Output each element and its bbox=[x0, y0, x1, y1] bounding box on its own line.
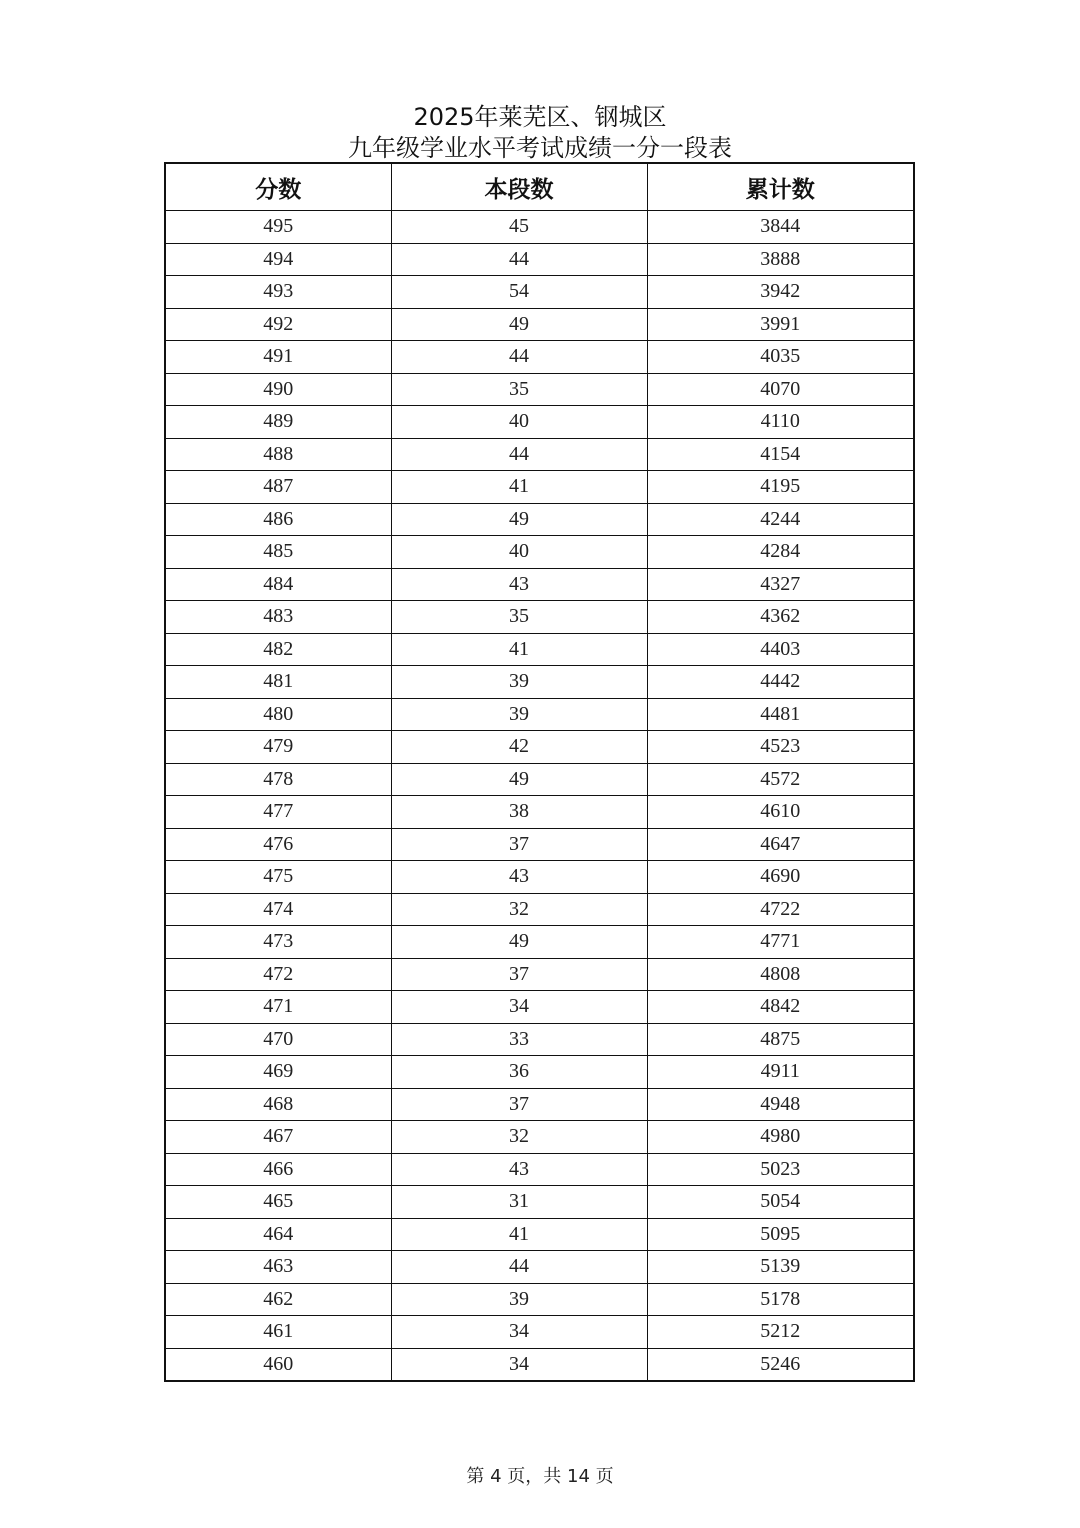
cumulative-count-cell: 4523 bbox=[647, 731, 914, 764]
table-row bbox=[165, 698, 914, 731]
table-row bbox=[165, 243, 914, 276]
cumulative-count-cell: 4808 bbox=[647, 958, 914, 991]
table-row bbox=[165, 763, 914, 796]
cumulative-count-cell: 4980 bbox=[647, 1121, 914, 1154]
table-body bbox=[165, 211, 914, 1382]
page-footer: 第 4 页，共 14 页 bbox=[466, 1466, 614, 1487]
column-header-score: 分数 bbox=[165, 163, 391, 211]
score-cell: 482 bbox=[165, 633, 391, 666]
score-cell: 474 bbox=[165, 893, 391, 926]
segment-count-cell: 43 bbox=[391, 1153, 647, 1186]
cumulative-count-cell: 4070 bbox=[647, 373, 914, 406]
cumulative-count-cell: 4911 bbox=[647, 1056, 914, 1089]
score-cell: 486 bbox=[165, 503, 391, 536]
table-row bbox=[165, 1121, 914, 1154]
segment-count-cell: 40 bbox=[391, 406, 647, 439]
score-distribution-table bbox=[164, 162, 915, 1382]
score-cell: 476 bbox=[165, 828, 391, 861]
table-row bbox=[165, 861, 914, 894]
table-row bbox=[165, 1251, 914, 1284]
score-cell: 469 bbox=[165, 1056, 391, 1089]
cumulative-count-cell: 4690 bbox=[647, 861, 914, 894]
cumulative-count-cell: 3991 bbox=[647, 308, 914, 341]
table-row bbox=[165, 1088, 914, 1121]
score-cell: 483 bbox=[165, 601, 391, 634]
segment-count-cell: 31 bbox=[391, 1186, 647, 1219]
score-cell: 481 bbox=[165, 666, 391, 699]
cumulative-count-cell: 5178 bbox=[647, 1283, 914, 1316]
table-row bbox=[165, 796, 914, 829]
score-cell: 470 bbox=[165, 1023, 391, 1056]
cumulative-count-cell: 3942 bbox=[647, 276, 914, 309]
table-row bbox=[165, 211, 914, 244]
score-cell: 487 bbox=[165, 471, 391, 504]
table-row bbox=[165, 601, 914, 634]
cumulative-count-cell: 4481 bbox=[647, 698, 914, 731]
cumulative-count-cell: 4842 bbox=[647, 991, 914, 1024]
cumulative-count-cell: 4442 bbox=[647, 666, 914, 699]
document-title-line-1: 2025年莱芜区、钢城区 bbox=[413, 103, 667, 131]
cumulative-count-cell: 4610 bbox=[647, 796, 914, 829]
table-row bbox=[165, 471, 914, 504]
cumulative-count-cell: 5095 bbox=[647, 1218, 914, 1251]
table-row bbox=[165, 1186, 914, 1219]
segment-count-cell: 49 bbox=[391, 926, 647, 959]
table-row bbox=[165, 503, 914, 536]
table-row bbox=[165, 893, 914, 926]
table-row bbox=[165, 991, 914, 1024]
segment-count-cell: 49 bbox=[391, 763, 647, 796]
score-cell: 468 bbox=[165, 1088, 391, 1121]
segment-count-cell: 39 bbox=[391, 666, 647, 699]
cumulative-count-cell: 4154 bbox=[647, 438, 914, 471]
segment-count-cell: 32 bbox=[391, 1121, 647, 1154]
score-cell: 494 bbox=[165, 243, 391, 276]
table-row bbox=[165, 926, 914, 959]
table-row bbox=[165, 406, 914, 439]
segment-count-cell: 45 bbox=[391, 211, 647, 244]
table-row bbox=[165, 276, 914, 309]
cumulative-count-cell: 5212 bbox=[647, 1316, 914, 1349]
segment-count-cell: 41 bbox=[391, 1218, 647, 1251]
segment-count-cell: 40 bbox=[391, 536, 647, 569]
score-cell: 462 bbox=[165, 1283, 391, 1316]
table-row bbox=[165, 633, 914, 666]
column-header-cumulative-count: 累计数 bbox=[647, 163, 914, 211]
segment-count-cell: 42 bbox=[391, 731, 647, 764]
cumulative-count-cell: 4948 bbox=[647, 1088, 914, 1121]
cumulative-count-cell: 4362 bbox=[647, 601, 914, 634]
cumulative-count-cell: 4647 bbox=[647, 828, 914, 861]
score-cell: 488 bbox=[165, 438, 391, 471]
table-row bbox=[165, 341, 914, 374]
segment-count-cell: 36 bbox=[391, 1056, 647, 1089]
table-row bbox=[165, 958, 914, 991]
segment-count-cell: 34 bbox=[391, 1316, 647, 1349]
table-row bbox=[165, 536, 914, 569]
segment-count-cell: 32 bbox=[391, 893, 647, 926]
score-cell: 489 bbox=[165, 406, 391, 439]
score-cell: 492 bbox=[165, 308, 391, 341]
cumulative-count-cell: 4771 bbox=[647, 926, 914, 959]
table-header-row bbox=[165, 163, 914, 211]
segment-count-cell: 37 bbox=[391, 1088, 647, 1121]
segment-count-cell: 44 bbox=[391, 243, 647, 276]
segment-count-cell: 44 bbox=[391, 1251, 647, 1284]
segment-count-cell: 39 bbox=[391, 1283, 647, 1316]
score-cell: 466 bbox=[165, 1153, 391, 1186]
segment-count-cell: 41 bbox=[391, 471, 647, 504]
cumulative-count-cell: 4875 bbox=[647, 1023, 914, 1056]
table-row bbox=[165, 308, 914, 341]
score-cell: 495 bbox=[165, 211, 391, 244]
segment-count-cell: 35 bbox=[391, 373, 647, 406]
table-row bbox=[165, 438, 914, 471]
segment-count-cell: 41 bbox=[391, 633, 647, 666]
cumulative-count-cell: 4327 bbox=[647, 568, 914, 601]
document-title-line-2: 九年级学业水平考试成绩一分一段表 bbox=[348, 134, 732, 162]
table-row bbox=[165, 1316, 914, 1349]
score-cell: 490 bbox=[165, 373, 391, 406]
segment-count-cell: 35 bbox=[391, 601, 647, 634]
score-cell: 461 bbox=[165, 1316, 391, 1349]
segment-count-cell: 44 bbox=[391, 341, 647, 374]
segment-count-cell: 34 bbox=[391, 991, 647, 1024]
score-cell: 467 bbox=[165, 1121, 391, 1154]
cumulative-count-cell: 4572 bbox=[647, 763, 914, 796]
table-row bbox=[165, 373, 914, 406]
segment-count-cell: 37 bbox=[391, 828, 647, 861]
table-row bbox=[165, 828, 914, 861]
segment-count-cell: 34 bbox=[391, 1348, 647, 1381]
score-cell: 477 bbox=[165, 796, 391, 829]
table-row bbox=[165, 1283, 914, 1316]
segment-count-cell: 43 bbox=[391, 861, 647, 894]
score-cell: 493 bbox=[165, 276, 391, 309]
table-row bbox=[165, 1153, 914, 1186]
score-cell: 463 bbox=[165, 1251, 391, 1284]
cumulative-count-cell: 3844 bbox=[647, 211, 914, 244]
cumulative-count-cell: 5139 bbox=[647, 1251, 914, 1284]
score-cell: 478 bbox=[165, 763, 391, 796]
segment-count-cell: 49 bbox=[391, 503, 647, 536]
segment-count-cell: 39 bbox=[391, 698, 647, 731]
score-cell: 464 bbox=[165, 1218, 391, 1251]
score-cell: 479 bbox=[165, 731, 391, 764]
segment-count-cell: 49 bbox=[391, 308, 647, 341]
table-row bbox=[165, 666, 914, 699]
score-cell: 471 bbox=[165, 991, 391, 1024]
cumulative-count-cell: 5023 bbox=[647, 1153, 914, 1186]
table-row bbox=[165, 731, 914, 764]
cumulative-count-cell: 4284 bbox=[647, 536, 914, 569]
score-cell: 484 bbox=[165, 568, 391, 601]
cumulative-count-cell: 4035 bbox=[647, 341, 914, 374]
table-row bbox=[165, 1023, 914, 1056]
segment-count-cell: 38 bbox=[391, 796, 647, 829]
table-row bbox=[165, 1348, 914, 1381]
segment-count-cell: 43 bbox=[391, 568, 647, 601]
segment-count-cell: 37 bbox=[391, 958, 647, 991]
cumulative-count-cell: 4244 bbox=[647, 503, 914, 536]
score-cell: 475 bbox=[165, 861, 391, 894]
score-cell: 472 bbox=[165, 958, 391, 991]
table-row bbox=[165, 568, 914, 601]
segment-count-cell: 33 bbox=[391, 1023, 647, 1056]
cumulative-count-cell: 4110 bbox=[647, 406, 914, 439]
cumulative-count-cell: 5246 bbox=[647, 1348, 914, 1381]
score-cell: 485 bbox=[165, 536, 391, 569]
column-header-segment-count: 本段数 bbox=[391, 163, 647, 211]
score-cell: 460 bbox=[165, 1348, 391, 1381]
segment-count-cell: 54 bbox=[391, 276, 647, 309]
score-cell: 473 bbox=[165, 926, 391, 959]
cumulative-count-cell: 4195 bbox=[647, 471, 914, 504]
table-row bbox=[165, 1218, 914, 1251]
cumulative-count-cell: 5054 bbox=[647, 1186, 914, 1219]
score-cell: 491 bbox=[165, 341, 391, 374]
table-row bbox=[165, 1056, 914, 1089]
score-cell: 480 bbox=[165, 698, 391, 731]
segment-count-cell: 44 bbox=[391, 438, 647, 471]
cumulative-count-cell: 4403 bbox=[647, 633, 914, 666]
cumulative-count-cell: 4722 bbox=[647, 893, 914, 926]
cumulative-count-cell: 3888 bbox=[647, 243, 914, 276]
score-cell: 465 bbox=[165, 1186, 391, 1219]
